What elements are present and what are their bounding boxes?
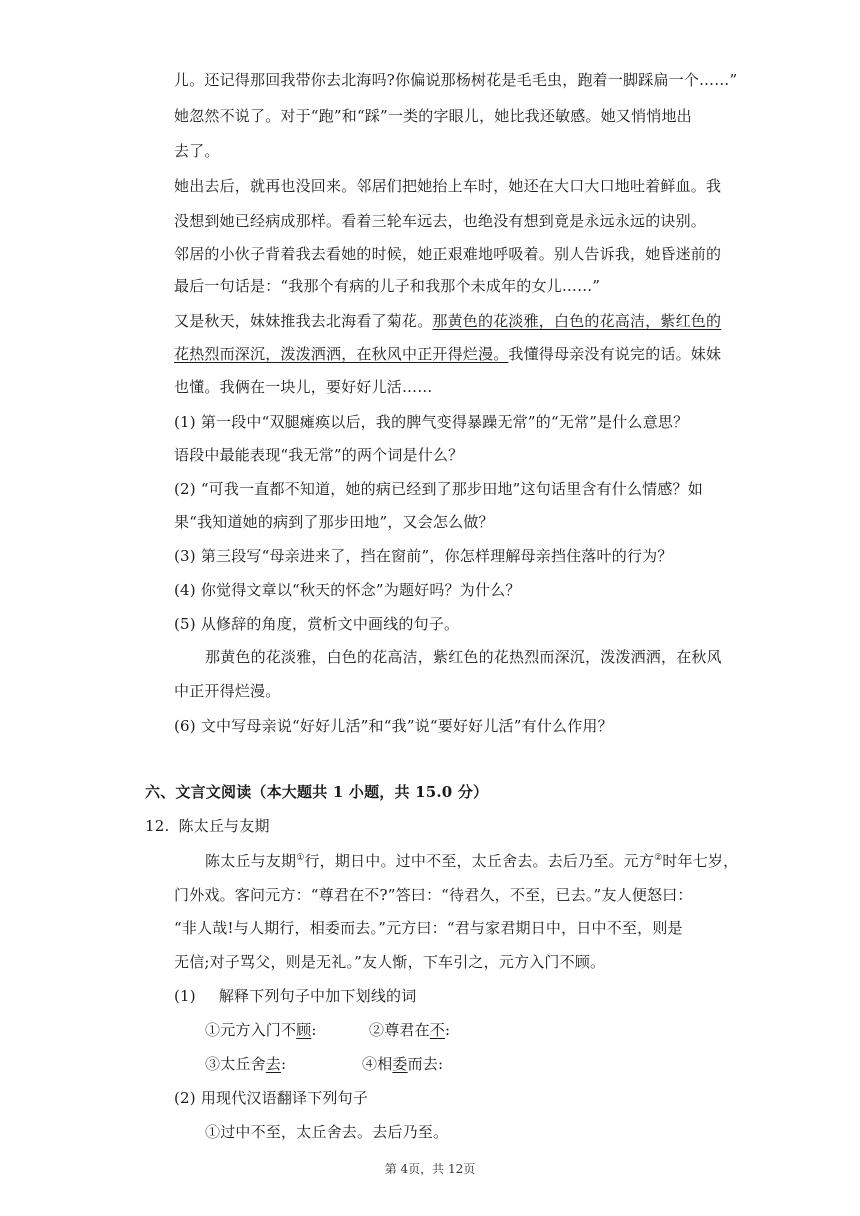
question-4: (4) 你觉得文章以“秋天的怀念”为题好吗？为什么？ [174, 581, 521, 599]
question-3: (3) 第三段写“母亲进来了，挡在窗前”，你怎样理解母亲挡住落叶的行为？ [174, 547, 673, 565]
item-text: ④相 [362, 1055, 393, 1073]
question-1: (1) 第一段中“双腿瘫痪以后，我的脾气变得暴躁无常”的“无常”是什么意思？ [174, 413, 689, 431]
item-text: 而去: [407, 1055, 444, 1073]
page-footer: 第 4页，共 12页 [384, 1162, 476, 1176]
passage-line: 她忽然不说了。对于“跑”和“踩”一类的字眼儿，她比我还敏感。她又悄悄地出 [174, 107, 692, 125]
item-text: ①元方入门不 [205, 1021, 297, 1039]
item-3 [205, 1054, 286, 1074]
underlined-word: 去 [265, 1055, 282, 1073]
item-4 [362, 1054, 443, 1074]
question-5-quote-cont: 中正开得烂漫。 [174, 682, 281, 700]
passage-line: 最后一句话是：“我那个有病的儿子和我那个未成年的女儿……” [174, 277, 601, 295]
item-text: : [311, 1021, 317, 1039]
underlined-word: 不 [429, 1021, 446, 1039]
classical-text-line-1 [205, 851, 738, 871]
question-5: (5) 从修辞的角度，赏析文中画线的句子。 [174, 615, 460, 633]
passage-line: 儿。还记得那回我带你去北海吗?你偏说那杨树花是毛毛虫，跑着一脚踩扁一个……” [174, 71, 738, 89]
sub-question-1 [174, 986, 416, 1006]
question-2-cont: 果“我知道她的病到了那步田地”，又会怎么做？ [174, 513, 494, 531]
passage-line: 也懂。我俩在一块儿，要好好儿活…… [174, 378, 433, 396]
footnote-marker: ② [654, 853, 663, 863]
classical-text: 时年七岁， [662, 852, 739, 870]
question-1-cont: 语段中最能表现“我无常”的两个词是什么？ [174, 446, 464, 464]
sub-question-text: 解释下列句子中加下划线的词 [218, 987, 417, 1005]
item-text: ②尊君在 [369, 1021, 430, 1039]
item-2 [369, 1020, 450, 1040]
question-5-quote: 那黄色的花淡雅，白色的花高洁，紫红色的花热烈而深沉，泼泼洒洒，在秋风 [205, 648, 722, 666]
classical-text-line-4: 无信;对子骂父，则是无礼。”友人惭，下车引之，元方入门不顾。 [174, 953, 606, 971]
section-heading: 六、文言文阅读（本大题共 1 小题，共 15.0 分） [145, 783, 489, 801]
passage-autumn-line-1 [174, 311, 721, 331]
passage-line: 去了。 [174, 142, 220, 160]
question-12-title [145, 816, 270, 836]
passage-line: 她出去后，就再也没回来。邻居们把她抬上车时，她还在大口大口地吐着鲜血。我 [174, 177, 722, 195]
passage-text: 又是秋天，妹妹推我去北海看了菊花。 [174, 312, 433, 330]
sub-question-2-item: ①过中不至，太丘舍去。去后乃至。 [205, 1123, 449, 1141]
question-6: (6) 文中写母亲说“好好儿活”和“我”说“要好好儿活”有什么作用？ [174, 717, 613, 735]
sub-question-2: (2) 用现代汉语翻译下列句子 [174, 1089, 369, 1107]
passage-line: 没想到她已经病成那样。看着三轮车远去，也绝没有想到竟是永远永远的诀别。 [174, 212, 707, 230]
passage-autumn-line-2 [174, 344, 721, 364]
underlined-word: 顾 [296, 1021, 312, 1039]
underlined-sentence: 花热烈而深沉，泼泼洒洒，在秋风中正开得烂漫。 [174, 345, 509, 363]
item-1 [205, 1020, 317, 1040]
question-number: 12. [145, 817, 170, 835]
item-text: ③太丘舍 [205, 1055, 266, 1073]
item-text: : [281, 1055, 287, 1073]
classical-text: 陈太丘与友期 [205, 852, 297, 870]
passage-line: 邻居的小伙子背着我去看她的时候，她正艰难地呼吸着。别人告诉我，她昏迷前的 [174, 245, 722, 263]
sub-question-label: (1) [174, 987, 196, 1005]
classical-text: 行，期日中。过中不至，太丘舍去。去后乃至。元方 [304, 852, 655, 870]
classical-text-line-3: “非人哉!与人期行，相委而去。”元方曰：“君与家君期日中，日中不至，则是 [174, 919, 683, 937]
question-title: 陈太丘与友期 [178, 817, 270, 835]
underlined-word: 委 [392, 1055, 408, 1073]
classical-text-line-2: 门外戏。客问元方：“尊君在不?”答曰：“待君久，不至，已去。”友人便怒曰： [174, 886, 693, 904]
footnote-marker: ① [296, 853, 305, 863]
passage-text: 我懂得母亲没有说完的话。妹妹 [508, 345, 722, 363]
item-text: : [445, 1021, 451, 1039]
question-2: (2) “可我一直都不知道，她的病已经到了那步田地”这句话里含有什么情感？如 [174, 480, 703, 498]
underlined-sentence: 那黄色的花淡雅，白色的花高洁，紫红色的 [432, 312, 722, 330]
